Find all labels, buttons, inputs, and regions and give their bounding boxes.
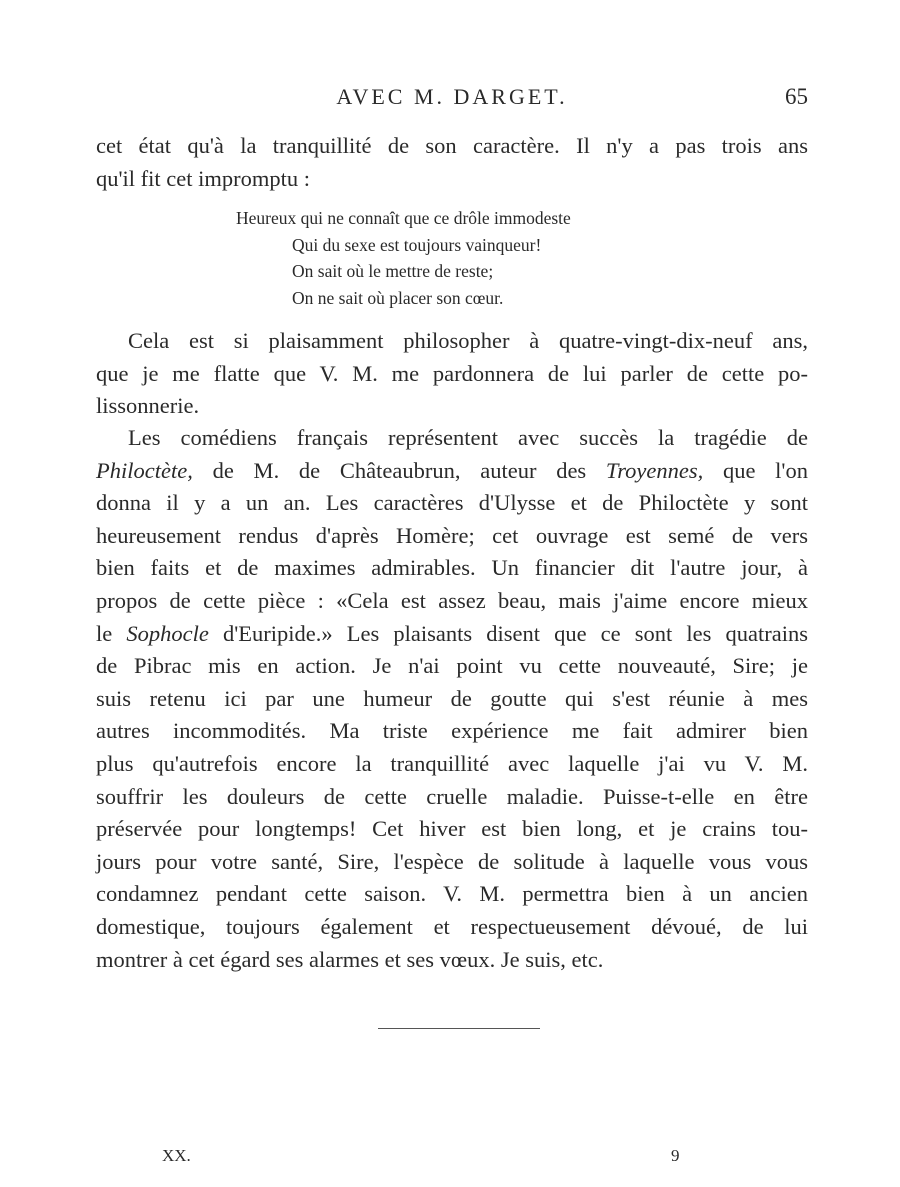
signature-mark: 9 <box>671 1146 680 1165</box>
text-line: de Pibrac mis en action. Je n'ai point vu cette nouveauté, Sire; je <box>96 653 808 679</box>
text-line: jours pour votre santé, Sire, l'espèce de solitude à laquelle vous vous <box>96 848 808 874</box>
text-line: que je me flatte que V. M. me pardonnera de lui parler de cette po- <box>96 360 808 386</box>
page-number: 65 <box>785 84 808 109</box>
text-span: que l'on <box>703 457 808 483</box>
verse-line: Heureux qui ne connaît que ce drôle immodeste <box>236 208 571 228</box>
text-line: qu'il fit cet impromptu : <box>96 165 311 191</box>
text-line: lissonnerie. <box>96 393 200 419</box>
italic-title: Sophocle <box>126 620 209 646</box>
text-line <box>96 455 808 488</box>
text-line: souffrir les douleurs de cette cruelle maladie. Puisse-t-elle en être <box>96 783 808 809</box>
text-line: plus qu'autrefois encore la tranquillité avec laquelle j'ai vu V. M. <box>96 750 808 776</box>
text-line: autres incommodités. Ma triste expérience me fait admirer bien <box>96 718 808 744</box>
volume-mark: XX. <box>162 1146 191 1165</box>
text-line: bien faits et de maximes admirables. Un financier dit l'autre jour, à <box>96 555 808 581</box>
verse-line: On sait où le mettre de reste; <box>292 261 494 281</box>
text-line: domestique, toujours également et respectueusement dévoué, de lui <box>96 913 808 939</box>
text-line: heureusement rendus d'après Homère; cet ouvrage est semé de vers <box>96 522 808 548</box>
running-head <box>96 84 808 118</box>
text-line: propos de cette pièce : «Cela est assez beau, mais j'aime encore mieux <box>96 587 808 613</box>
text-span: d'Euripide.» Les plaisants disent que ce sont les quatrains <box>208 620 808 646</box>
end-rule <box>378 1028 540 1029</box>
paragraph-3 <box>96 422 808 976</box>
verse-line: Qui du sexe est toujours vainqueur! <box>292 234 542 255</box>
text-line <box>96 618 808 651</box>
text-line: suis retenu ici par une humeur de goutte qui s'est réunie à mes <box>96 685 808 711</box>
paragraph-1 <box>96 130 808 195</box>
text-line: donna il y a un an. Les caractères d'Ulysse et de Philoctète y sont <box>96 490 808 516</box>
paragraph-2 <box>96 325 808 423</box>
text-line: condamnez pendant cette saison. V. M. permettra bien à un ancien <box>96 881 808 907</box>
text-line: Les comédiens français représentent avec succès la tragédie de <box>128 425 808 450</box>
text-line: préservée pour longtemps! Cet hiver est bien long, et je crains tou- <box>96 816 808 842</box>
verse-line: On ne sait où placer son cœur. <box>292 287 504 308</box>
text-span: de M. de Châteaubrun, auteur des <box>192 457 606 483</box>
text-line: montrer à cet égard ses alarmes et ses vœux. Je suis, etc. <box>96 946 604 972</box>
text-span: le <box>96 620 127 646</box>
running-title: AVEC M. DARGET. <box>336 84 568 109</box>
italic-title: Troyennes, <box>605 457 704 483</box>
text-line: cet état qu'à la tranquillité de son caractère. Il n'y a pas trois ans <box>96 133 808 158</box>
italic-title: Philoctète, <box>96 457 193 483</box>
verse-quatrain <box>236 205 571 311</box>
text-line: Cela est si plaisamment philosopher à quatre-vingt-dix-neuf ans, <box>128 328 808 353</box>
